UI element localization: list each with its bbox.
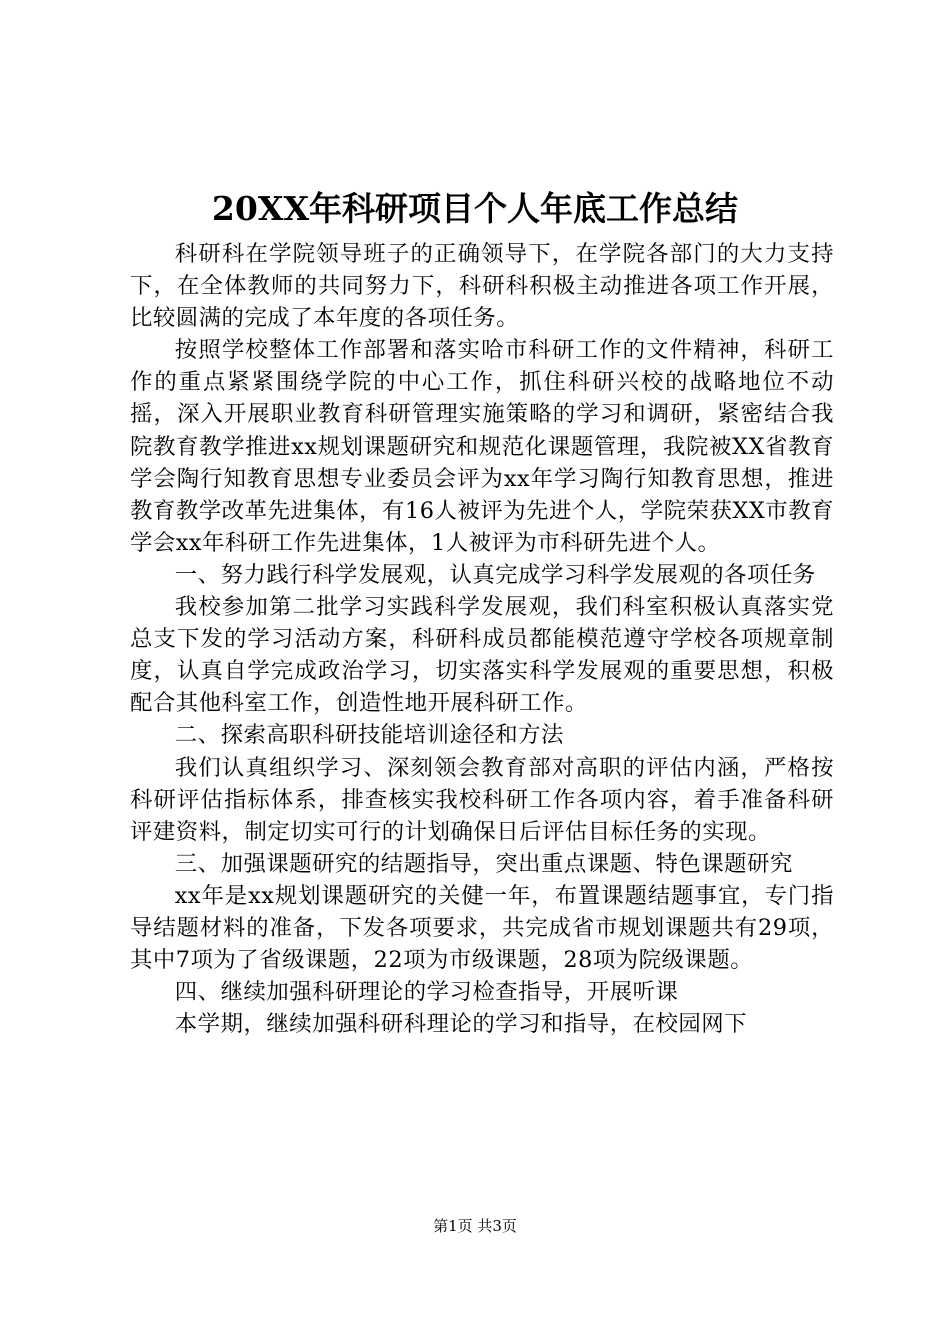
document-body — [130, 238, 834, 1040]
section-heading-4: 四、继续加强科研理论的学习检查指导，开展听课 — [174, 979, 679, 1006]
paragraph-section-3: xx年是xx规划课题研究的关健一年，布置课题结题事宜，专门指导结题材料的准备，下发各项要求，共完成省市规划课题共有29项，其中7项为了省级课题，22项为市级课题，28项为院级课题。 — [130, 882, 834, 974]
paragraph-section-1: 我校参加第二批学习实践科学发展观，我们科室积极认真落实党总支下发的学习活动方案，科研科成员都能模范遵守学校各项规章制度，认真自学完成政治学习，切实落实科学发展观的重要思想，积极配合其他科室工作，创造性地开展科研工作。 — [130, 594, 834, 717]
page-footer: 第1页 共3页 — [433, 1217, 517, 1235]
section-heading-3: 三、加强课题研究的结题指导，突出重点课题、特色课题研究 — [174, 850, 793, 877]
paragraph-overview: 按照学校整体工作部署和落实哈市科研工作的文件精神，科研工作的重点紧紧围绕学院的中心工作，抓住科研兴校的战略地位不动摇，深入开展职业教育科研管理实施策略的学习和调研，紧密结合我院教育教学推进xx规划课题研究和规范化课题管理，我院被XX省教育学会陶行知教育思想专业委员会评为xx年学习陶行知教育思想，推进教育教学改革先进集体，有16人被评为先进个人，学院荣获XX市教育学会xx年科研工作先进集体，1人被评为市科研先进个人。 — [130, 337, 834, 556]
document-title: 20XX年科研项目个人年底工作总结 — [211, 189, 739, 228]
section-heading-1: 一、努力践行科学发展观，认真完成学习科学发展观的各项任务 — [174, 561, 816, 588]
section-heading-2: 二、探索高职科研技能培训途径和方法 — [174, 722, 564, 749]
paragraph-section-4: 本学期，继续加强科研科理论的学习和指导，在校园网下 — [174, 1011, 748, 1038]
paragraph-intro: 科研科在学院领导班子的正确领导下，在学院各部门的大力支持下，在全体教师的共同努力下，科研科积极主动推进各项工作开展，比较圆满的完成了本年度的各项任务。 — [130, 241, 834, 332]
paragraph-section-2: 我们认真组织学习、深刻领会教育部对高职的评估内涵，严格按科研评估指标体系，排查核实我校科研工作各项内容，着手准备科研评建资料，制定切实可行的计划确保日后评估目标任务的实现。 — [130, 754, 834, 845]
